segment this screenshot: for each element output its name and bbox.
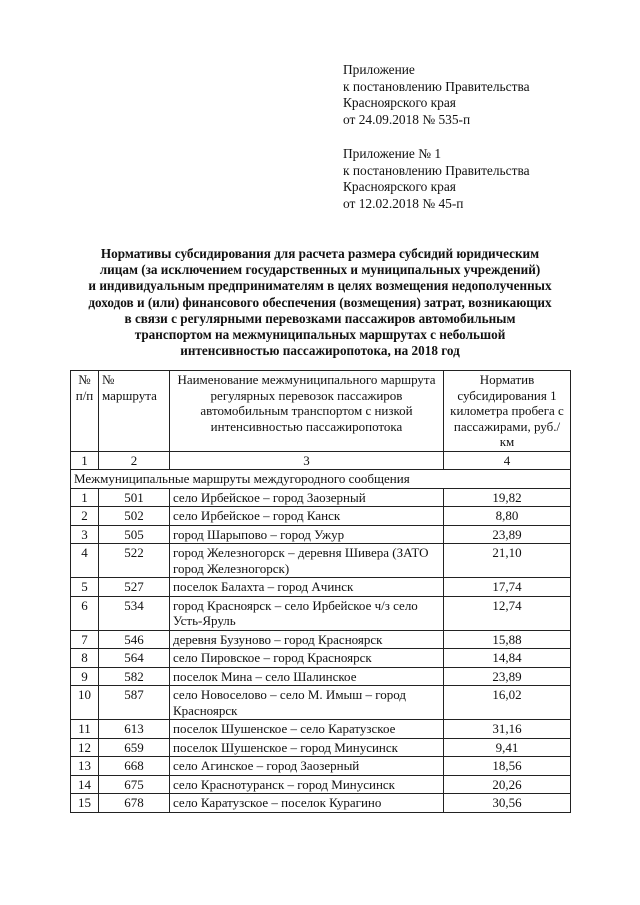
row-number: 10 [71,686,99,720]
section-row [71,470,571,489]
route-number: 564 [99,649,170,668]
column-index-row [71,451,571,470]
norm-value: 16,02 [444,686,571,720]
row-number: 9 [71,667,99,686]
route-number: 659 [99,738,170,757]
title-line: лицам (за исключением государственных и муниципальных учреждений) [99,262,541,278]
route-name: село Ирбейское – город Канск [170,507,444,526]
row-number: 5 [71,578,99,597]
appendix-2-line: Приложение № 1 [343,146,442,161]
table-row [71,738,571,757]
appendix-1-line: Приложение [343,62,415,77]
row-number: 13 [71,757,99,776]
norm-value: 9,41 [444,738,571,757]
subsidy-norms-table [70,370,571,813]
route-number: 505 [99,525,170,544]
header-num: № п/п [71,371,99,452]
route-number: 582 [99,667,170,686]
norm-value: 17,74 [444,578,571,597]
appendix-block-2 [343,146,530,212]
table-row [71,720,571,739]
table-row [71,488,571,507]
row-number: 15 [71,794,99,813]
title-line: Нормативы субсидирования для расчета размера субсидий юридическим [100,246,540,261]
norm-value: 8,80 [444,507,571,526]
route-name: поселок Мина – село Шалинское [170,667,444,686]
appendix-1-line: Красноярского края [343,95,456,110]
table-row [71,596,571,630]
route-number: 613 [99,720,170,739]
table-row [71,757,571,776]
row-number: 3 [71,525,99,544]
route-number: 527 [99,578,170,597]
norm-value: 23,89 [444,525,571,544]
route-number: 522 [99,544,170,578]
norm-value: 30,56 [444,794,571,813]
table-row [71,525,571,544]
table-row [71,775,571,794]
row-number: 1 [71,488,99,507]
row-number: 8 [71,649,99,668]
table-row [71,544,571,578]
column-index: 4 [444,451,571,470]
route-name: поселок Балахта – город Ачинск [170,578,444,597]
header-route-name: Наименование межмуниципального маршрута регулярных перевозок пассажиров автомобильным транспортом с низкой интенсивностью пассажиропотока [170,371,444,452]
section-title: Межмуниципальные маршруты междугородного сообщения [71,470,571,489]
table-row [71,794,571,813]
norm-value: 20,26 [444,775,571,794]
route-number: 501 [99,488,170,507]
norm-value: 23,89 [444,667,571,686]
row-number: 6 [71,596,99,630]
route-name: город Шарыпово – город Ужур [170,525,444,544]
norm-value: 14,84 [444,649,571,668]
table-row [71,630,571,649]
norm-value: 12,74 [444,596,571,630]
header-route: № маршрута [99,371,170,452]
appendix-1-line: к постановлению Правительства [343,78,530,94]
route-name: село Агинское – город Заозерный [170,757,444,776]
norm-value: 15,88 [444,630,571,649]
norm-value: 19,82 [444,488,571,507]
title-line: и индивидуальным предпринимателям в целях возмещения недополученных [88,278,552,294]
route-name: село Краснотуранск – город Минусинск [170,775,444,794]
norm-value: 18,56 [444,757,571,776]
column-index: 2 [99,451,170,470]
route-number: 587 [99,686,170,720]
table-row [71,649,571,668]
table-row [71,578,571,597]
appendix-2-line: от 12.02.2018 № 45-п [343,195,464,211]
route-name: город Красноярск – село Ирбейское ч/з село Усть-Яруль [170,596,444,630]
route-name: город Железногорск – деревня Шивера (ЗАТО город Железногорск) [170,544,444,578]
route-name: село Новоселово – село М. Имыш – город Красноярск [170,686,444,720]
table-row [71,686,571,720]
table-header-row [71,371,571,452]
row-number: 11 [71,720,99,739]
column-index: 1 [71,451,99,470]
title-line: транспортом на межмуниципальных маршрутах с небольшой [134,327,506,343]
route-number: 668 [99,757,170,776]
route-name: поселок Шушенское – город Минусинск [170,738,444,757]
row-number: 2 [71,507,99,526]
title-line: интенсивностью пассажиропотока, на 2018 год [180,343,460,359]
column-index: 3 [170,451,444,470]
norm-value: 31,16 [444,720,571,739]
route-number: 546 [99,630,170,649]
norm-value: 21,10 [444,544,571,578]
row-number: 7 [71,630,99,649]
route-number: 534 [99,596,170,630]
route-name: село Каратузское – поселок Курагино [170,794,444,813]
title-line: доходов и (или) финансового обеспечения (возмещения) затрат, возникающих [88,294,552,310]
appendix-1-line: от 24.09.2018 № 535-п [343,111,471,127]
route-name: село Пировское – город Красноярск [170,649,444,668]
document-title [40,246,600,359]
table-row [71,667,571,686]
table-row [71,507,571,526]
route-number: 502 [99,507,170,526]
appendix-block-1 [343,62,530,128]
title-line: в связи с регулярными перевозками пассажиров автомобильным [124,310,516,326]
appendix-2-line: Красноярского края [343,179,456,194]
row-number: 14 [71,775,99,794]
route-number: 675 [99,775,170,794]
route-name: село Ирбейское – город Заозерный [170,488,444,507]
route-number: 678 [99,794,170,813]
route-name: деревня Бузуново – город Красноярск [170,630,444,649]
header-norm: Норматив субсидирования 1 километра пробега с пассажирами, руб./км [444,371,571,452]
row-number: 4 [71,544,99,578]
appendix-2-line: к постановлению Правительства [343,162,530,178]
route-name: поселок Шушенское – село Каратузское [170,720,444,739]
row-number: 12 [71,738,99,757]
